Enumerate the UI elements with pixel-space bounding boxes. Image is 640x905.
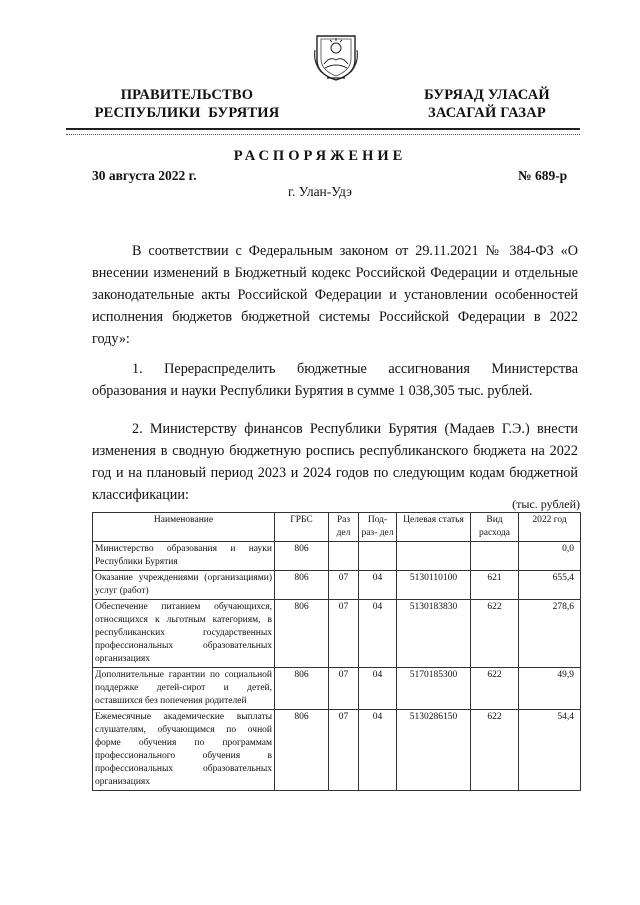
col-header-grbs: ГРБС bbox=[275, 513, 329, 542]
col-header-razdel: Раз дел bbox=[329, 513, 359, 542]
cell-name: Ежемесячные академические выплаты слушателям, обучающимся по очной форме обучения по программам профессионального обучения в профессиональных образовательных организациях bbox=[93, 710, 275, 791]
cell-target bbox=[397, 542, 471, 571]
cell-amount: 54,4 bbox=[519, 710, 581, 791]
cell-vid: 621 bbox=[471, 571, 519, 600]
paragraph-item-2-text: 2. Министерству финансов Республики Бурятия (Мадаев Г.Э.) внести изменения в сводную бюджетную роспись республиканского бюджета на 2022 год и на плановый период 2023 и 2024 годов по следующим кодам бюджетной классификации: bbox=[92, 421, 578, 503]
cell-grbs: 806 bbox=[275, 600, 329, 668]
cell-target: 5170185300 bbox=[397, 668, 471, 710]
table-row bbox=[93, 668, 581, 710]
header-right-line2: ЗАСАГАЙ ГАЗАР bbox=[428, 105, 546, 121]
cell-amount: 0,0 bbox=[519, 542, 581, 571]
document-title: РАСПОРЯЖЕНИЕ bbox=[233, 148, 407, 164]
col-header-year: 2022 год bbox=[519, 513, 581, 542]
cell-name: Оказание учреждениями (организациями) услуг (работ) bbox=[93, 571, 275, 600]
table-header-row bbox=[93, 513, 581, 542]
header-left-line1: ПРАВИТЕЛЬСТВО bbox=[120, 87, 254, 103]
cell-amount: 49,9 bbox=[519, 668, 581, 710]
cell-grbs: 806 bbox=[275, 710, 329, 791]
paragraph-item-1-text: 1. Перераспределить бюджетные ассигнования Министерства образования и науки Республики Бурятия в сумме 1 038,305 тыс. рублей. bbox=[92, 361, 578, 399]
cell-name: Обеспечение питанием обучающихся, относящихся к льготным категориям, в республиканских государственных профессиональных образовательных организациях bbox=[93, 600, 275, 668]
cell-razdel: 07 bbox=[329, 668, 359, 710]
cell-razdel: 07 bbox=[329, 710, 359, 791]
header-left-block bbox=[92, 86, 282, 122]
paragraph-preamble-text: В соответствии с Федеральным законом от 29.11.2021 № 384-ФЗ «О внесении изменений в Бюджетный кодекс Российской Федерации и отдельные законодательные акты Российской Федерации и установлении особенностей исполнения бюджетов бюджетной системы Российской Федерации в 2022 году»: bbox=[92, 243, 578, 347]
cell-razdel: 07 bbox=[329, 571, 359, 600]
header-right-line1: БУРЯАД УЛАСАЙ bbox=[424, 87, 550, 103]
cell-podrazdel: 04 bbox=[359, 600, 397, 668]
cell-name: Дополнительные гарантии по социальной поддержке детей-сирот и детей, оставшихся без попечения родителей bbox=[93, 668, 275, 710]
document-date: 30 августа 2022 г. bbox=[92, 168, 197, 183]
table-row bbox=[93, 710, 581, 791]
cell-amount: 655,4 bbox=[519, 571, 581, 600]
paragraph-preamble bbox=[92, 240, 578, 350]
col-header-podrazdel: Под- раз- дел bbox=[359, 513, 397, 542]
col-header-vid: Вид расхода bbox=[471, 513, 519, 542]
table-row bbox=[93, 571, 581, 600]
header-rule-dotted bbox=[66, 134, 580, 135]
cell-target: 5130110100 bbox=[397, 571, 471, 600]
cell-grbs: 806 bbox=[275, 542, 329, 571]
cell-target: 5130286150 bbox=[397, 710, 471, 791]
cell-razdel: 07 bbox=[329, 600, 359, 668]
cell-grbs: 806 bbox=[275, 668, 329, 710]
table-row bbox=[93, 542, 581, 571]
cell-vid: 622 bbox=[471, 710, 519, 791]
cell-grbs: 806 bbox=[275, 571, 329, 600]
cell-podrazdel: 04 bbox=[359, 668, 397, 710]
budget-table bbox=[92, 512, 581, 791]
coat-of-arms-emblem bbox=[313, 30, 359, 82]
table-row bbox=[93, 600, 581, 668]
document-city: г. Улан-Удэ bbox=[288, 184, 352, 199]
cell-podrazdel bbox=[359, 542, 397, 571]
table-units-label: (тыс. рублей) bbox=[512, 497, 580, 511]
cell-razdel bbox=[329, 542, 359, 571]
header-left-line2: РЕСПУБЛИКИ БУРЯТИЯ bbox=[94, 105, 280, 121]
cell-vid bbox=[471, 542, 519, 571]
header-right-block bbox=[412, 86, 562, 122]
col-header-target: Целевая статья bbox=[397, 513, 471, 542]
cell-vid: 622 bbox=[471, 600, 519, 668]
paragraph-item-1 bbox=[92, 358, 578, 402]
cell-name: Министерство образования и науки Республики Бурятия bbox=[93, 542, 275, 571]
col-header-name: Наименование bbox=[93, 513, 275, 542]
cell-vid: 622 bbox=[471, 668, 519, 710]
cell-target: 5130183830 bbox=[397, 600, 471, 668]
cell-podrazdel: 04 bbox=[359, 710, 397, 791]
header-rule-solid bbox=[66, 128, 580, 130]
paragraph-item-2 bbox=[92, 418, 578, 506]
document-number: № 689-р bbox=[518, 168, 568, 183]
cell-amount: 278,6 bbox=[519, 600, 581, 668]
cell-podrazdel: 04 bbox=[359, 571, 397, 600]
